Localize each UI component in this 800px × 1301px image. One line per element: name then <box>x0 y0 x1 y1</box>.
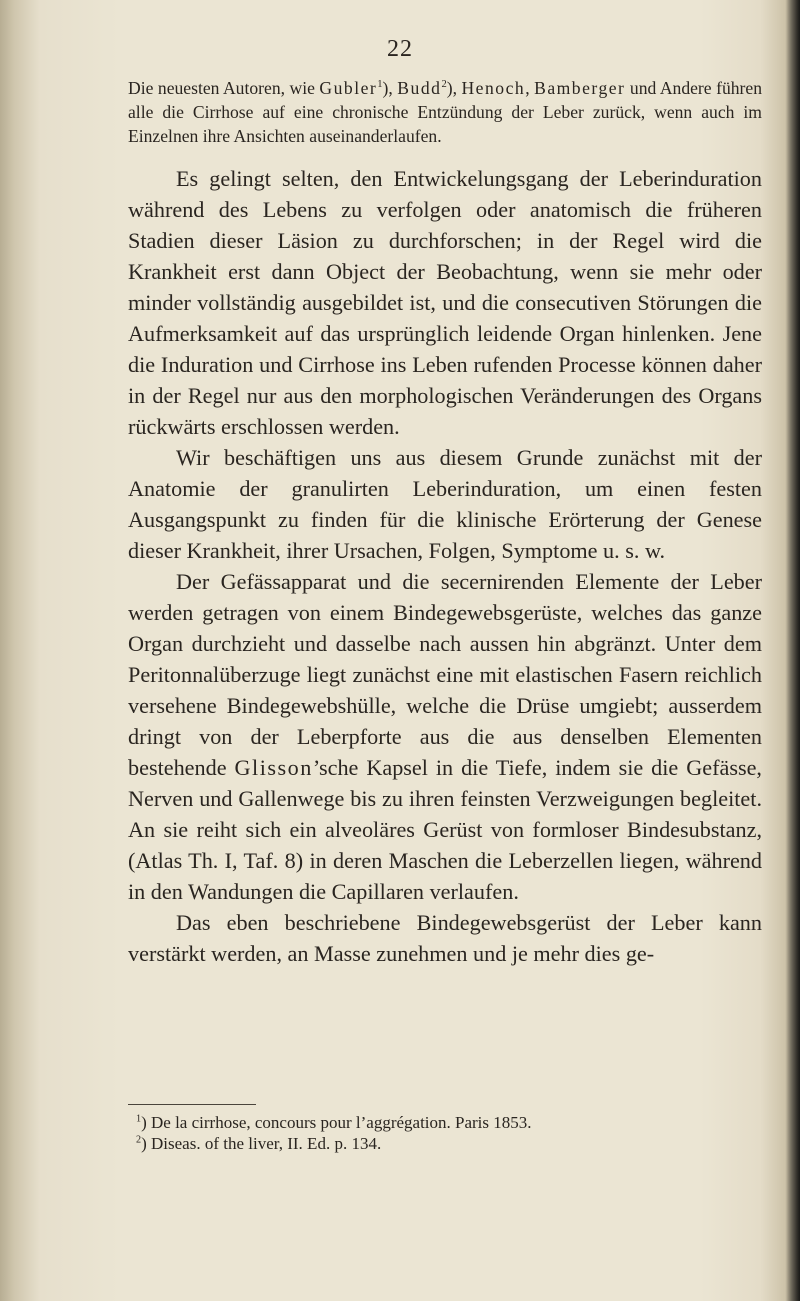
author-henoch: Henoch <box>461 78 526 98</box>
author-budd: Budd <box>397 78 442 98</box>
footnote-divider <box>128 1104 256 1105</box>
footnote-ref-1: 1 <box>377 79 383 91</box>
main-text <box>128 163 762 969</box>
paragraph-4: Das eben beschriebene Bindegewebsgerüst der Leber kann verstärkt werden, an Masse zunehmen und je mehr dies ge- <box>128 910 762 966</box>
footnote-1 <box>128 1112 762 1133</box>
paragraph-3 <box>128 566 762 907</box>
paragraph-2: Wir beschäftigen uns aus diesem Grunde zunächst mit der Anatomie der granulirten Leberinduration, um einen festen Ausgangspunkt zu finden für die klinische Erörterung der Genese dieser Krankheit, ihrer Ursachen, Folgen, Symptome u. s. w. <box>128 445 762 563</box>
footnote-close-2: ) <box>141 1134 147 1153</box>
book-spine-shadow <box>786 0 800 1301</box>
footnote-mark-2: 2 <box>136 1134 142 1146</box>
intro-text-lead: Die neuesten Autoren, wie <box>128 78 320 98</box>
intro-sep-3: , <box>525 78 535 98</box>
paragraph-3-rest: ’sche Kapsel in die Tiefe, indem sie die Gefässe, Nerven und Gallenwege bis zu ihren feinsten Verzweigungen begleitet. An sie reiht sich ein alveoläres Gerüst von formloser Bindesubstanz, (Atlas Th. I, Taf. 8) in deren Maschen die Leberzellen liegen, während in den Wandungen die Capillaren verlaufen. <box>128 755 762 904</box>
paragraph-1: Es gelingt selten, den Entwickelungsgang der Leberinduration während des Lebens zu verfolgen oder anatomisch die früheren Stadien dieser Läsion zu durchforschen; in der Regel wird die Krankheit erst dann Object der Beobachtung, wenn sie mehr oder minder vollständig ausgebildet ist, und die consecutiven Störungen die Aufmerksamkeit auf das ursprünglich leidende Organ hinlenken. Jene die Induration und Cirrhose ins Leben rufenden Processe können daher in der Regel nur aus den morphologischen Veränderungen des Organs rückwärts erschlossen werden. <box>128 166 762 439</box>
intro-sep-1: ), <box>382 78 398 98</box>
name-glisson: Glisson <box>234 755 313 780</box>
footnote-mark-1: 1 <box>136 1113 142 1125</box>
footnote-close-1: ) <box>141 1113 147 1132</box>
intro-text-rest: und Andere führen alle die Cirrhose auf eine chronische Entzündung der Leber zurück, wenn auch im Einzelnen ihre Ansichten auseinanderlaufen. <box>128 78 763 146</box>
author-bamberger: Bamberger <box>534 78 626 98</box>
intro-text <box>128 76 762 148</box>
footnote-2 <box>128 1133 762 1154</box>
page-number: 22 <box>387 36 413 62</box>
footnote-text-1: De la cirrhose, concours pour l’aggrégation. Paris 1853. <box>146 1113 532 1132</box>
footnote-ref-2: 2 <box>441 79 447 91</box>
intro-paragraph <box>128 76 762 148</box>
footnotes <box>128 1112 762 1154</box>
paragraph-3-lead: Der Gefässapparat und die secernirenden Elemente der Leber werden getragen von einem Bindegewebsgerüste, welches das ganze Organ durchzieht und dasselbe nach aussen hin abgränzt. Unter dem Peritonnalüberzuge liegt zunächst eine mit elastischen Fasern reichlich versehene Bindegewebshülle, welche die Drüse umgiebt; ausserdem dringt von der Leberpforte aus die aus denselben Elementen bestehende <box>128 569 762 780</box>
intro-sep-2: ), <box>446 78 462 98</box>
author-gubler: Gubler <box>319 78 378 98</box>
footnote-text-2: Diseas. of the liver, II. Ed. p. 134. <box>146 1134 382 1153</box>
